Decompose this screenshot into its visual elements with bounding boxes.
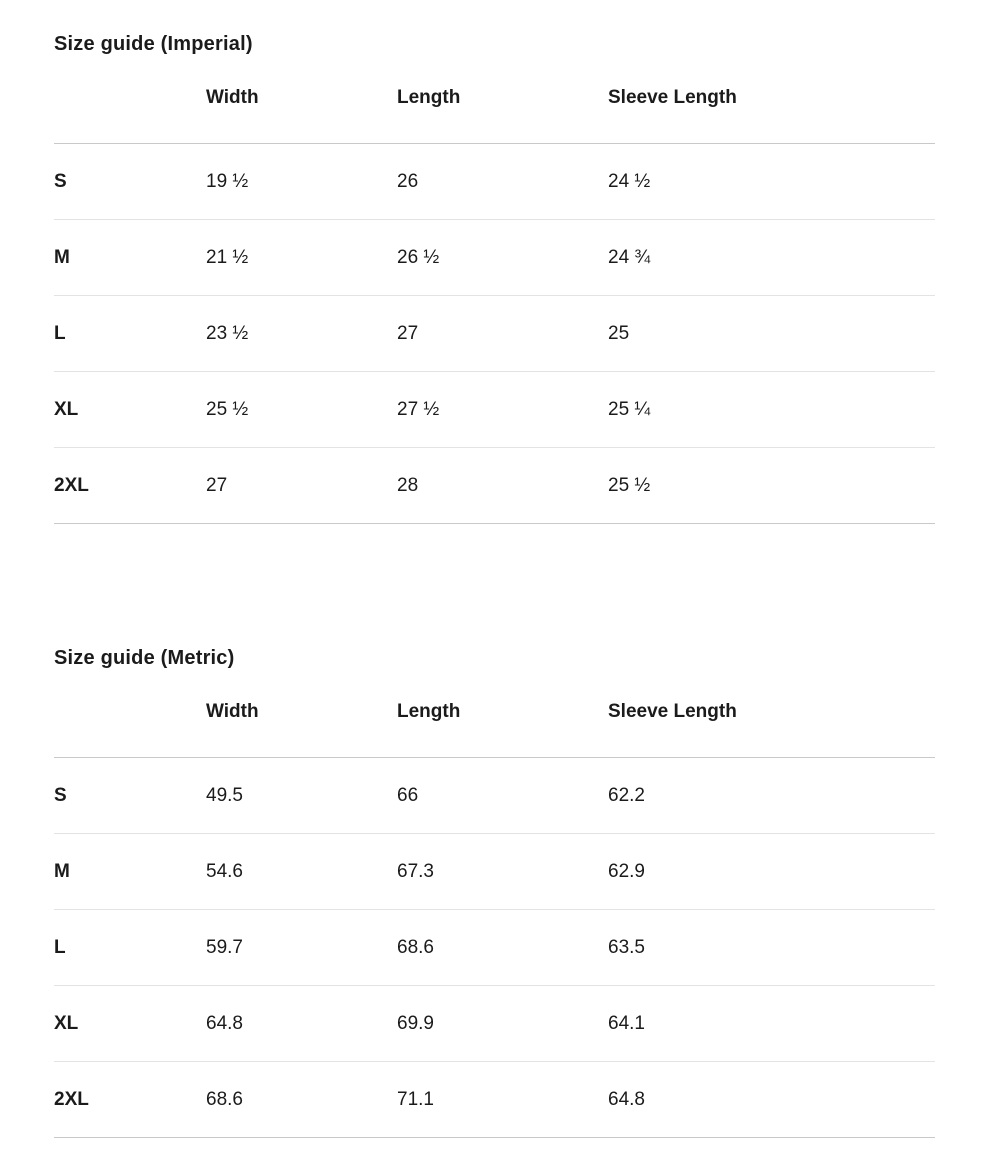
metric-header-cell-width: Width	[206, 701, 259, 722]
imperial-header-cell-length: Length	[397, 87, 461, 108]
length-value: 71.1	[397, 1088, 434, 1110]
size-label: S	[54, 170, 67, 192]
width-value: 68.6	[206, 1088, 243, 1110]
table-row	[54, 144, 935, 220]
length-value: 66	[397, 784, 419, 806]
table-row	[54, 986, 935, 1062]
imperial-section-title: Size guide (Imperial)	[54, 33, 253, 55]
length-value: 26 ½	[397, 246, 440, 268]
table-row	[54, 758, 935, 834]
metric-header-cell-sleeve-length: Sleeve Length	[608, 701, 737, 722]
table-row	[54, 296, 935, 372]
size-label: 2XL	[54, 1088, 89, 1110]
width-value: 64.8	[206, 1012, 243, 1034]
width-value: 19 ½	[206, 170, 249, 192]
width-value: 23 ½	[206, 322, 249, 344]
sleeve-length-value: 64.8	[608, 1088, 645, 1110]
imperial-header-cell-width: Width	[206, 87, 259, 108]
imperial-table-header-row	[54, 88, 935, 144]
sleeve-length-value: 64.1	[608, 1012, 645, 1034]
size-label: L	[54, 936, 66, 958]
width-value: 54.6	[206, 860, 243, 882]
width-value: 59.7	[206, 936, 243, 958]
width-value: 25 ½	[206, 398, 249, 420]
table-row	[54, 448, 935, 524]
metric-header-cell-length: Length	[397, 701, 461, 722]
length-value: 68.6	[397, 936, 434, 958]
metric-section-title: Size guide (Metric)	[54, 647, 235, 669]
sleeve-length-value: 63.5	[608, 936, 645, 958]
width-value: 49.5	[206, 784, 243, 806]
width-value: 21 ½	[206, 246, 249, 268]
size-label: XL	[54, 398, 79, 420]
table-row	[54, 372, 935, 448]
table-row	[54, 1062, 935, 1138]
metric-header-cell-size	[54, 702, 206, 722]
sleeve-length-value: 25	[608, 322, 630, 344]
sleeve-length-value: 62.9	[608, 860, 645, 882]
size-label: XL	[54, 1012, 79, 1034]
sleeve-length-value: 25 ½	[608, 474, 651, 496]
size-label: L	[54, 322, 66, 344]
metric-size-table	[54, 702, 935, 1138]
size-guide-imperial-section	[54, 0, 935, 524]
length-value: 28	[397, 474, 419, 496]
table-row	[54, 910, 935, 986]
sleeve-length-value: 24 ¾	[608, 246, 651, 268]
length-value: 27	[397, 322, 419, 344]
sleeve-length-value: 25 ¼	[608, 398, 651, 420]
length-value: 26	[397, 170, 419, 192]
imperial-header-cell-sleeve-length: Sleeve Length	[608, 87, 737, 108]
size-label: S	[54, 784, 67, 806]
imperial-size-table	[54, 88, 935, 524]
length-value: 69.9	[397, 1012, 434, 1034]
metric-table-header-row	[54, 702, 935, 758]
table-row	[54, 220, 935, 296]
size-label: M	[54, 860, 70, 882]
table-row	[54, 834, 935, 910]
size-label: M	[54, 246, 70, 268]
sleeve-length-value: 24 ½	[608, 170, 651, 192]
length-value: 27 ½	[397, 398, 440, 420]
size-guide-metric-section	[54, 524, 935, 1138]
imperial-header-cell-size	[54, 88, 206, 108]
length-value: 67.3	[397, 860, 434, 882]
sleeve-length-value: 62.2	[608, 784, 645, 806]
size-label: 2XL	[54, 474, 89, 496]
width-value: 27	[206, 474, 228, 496]
